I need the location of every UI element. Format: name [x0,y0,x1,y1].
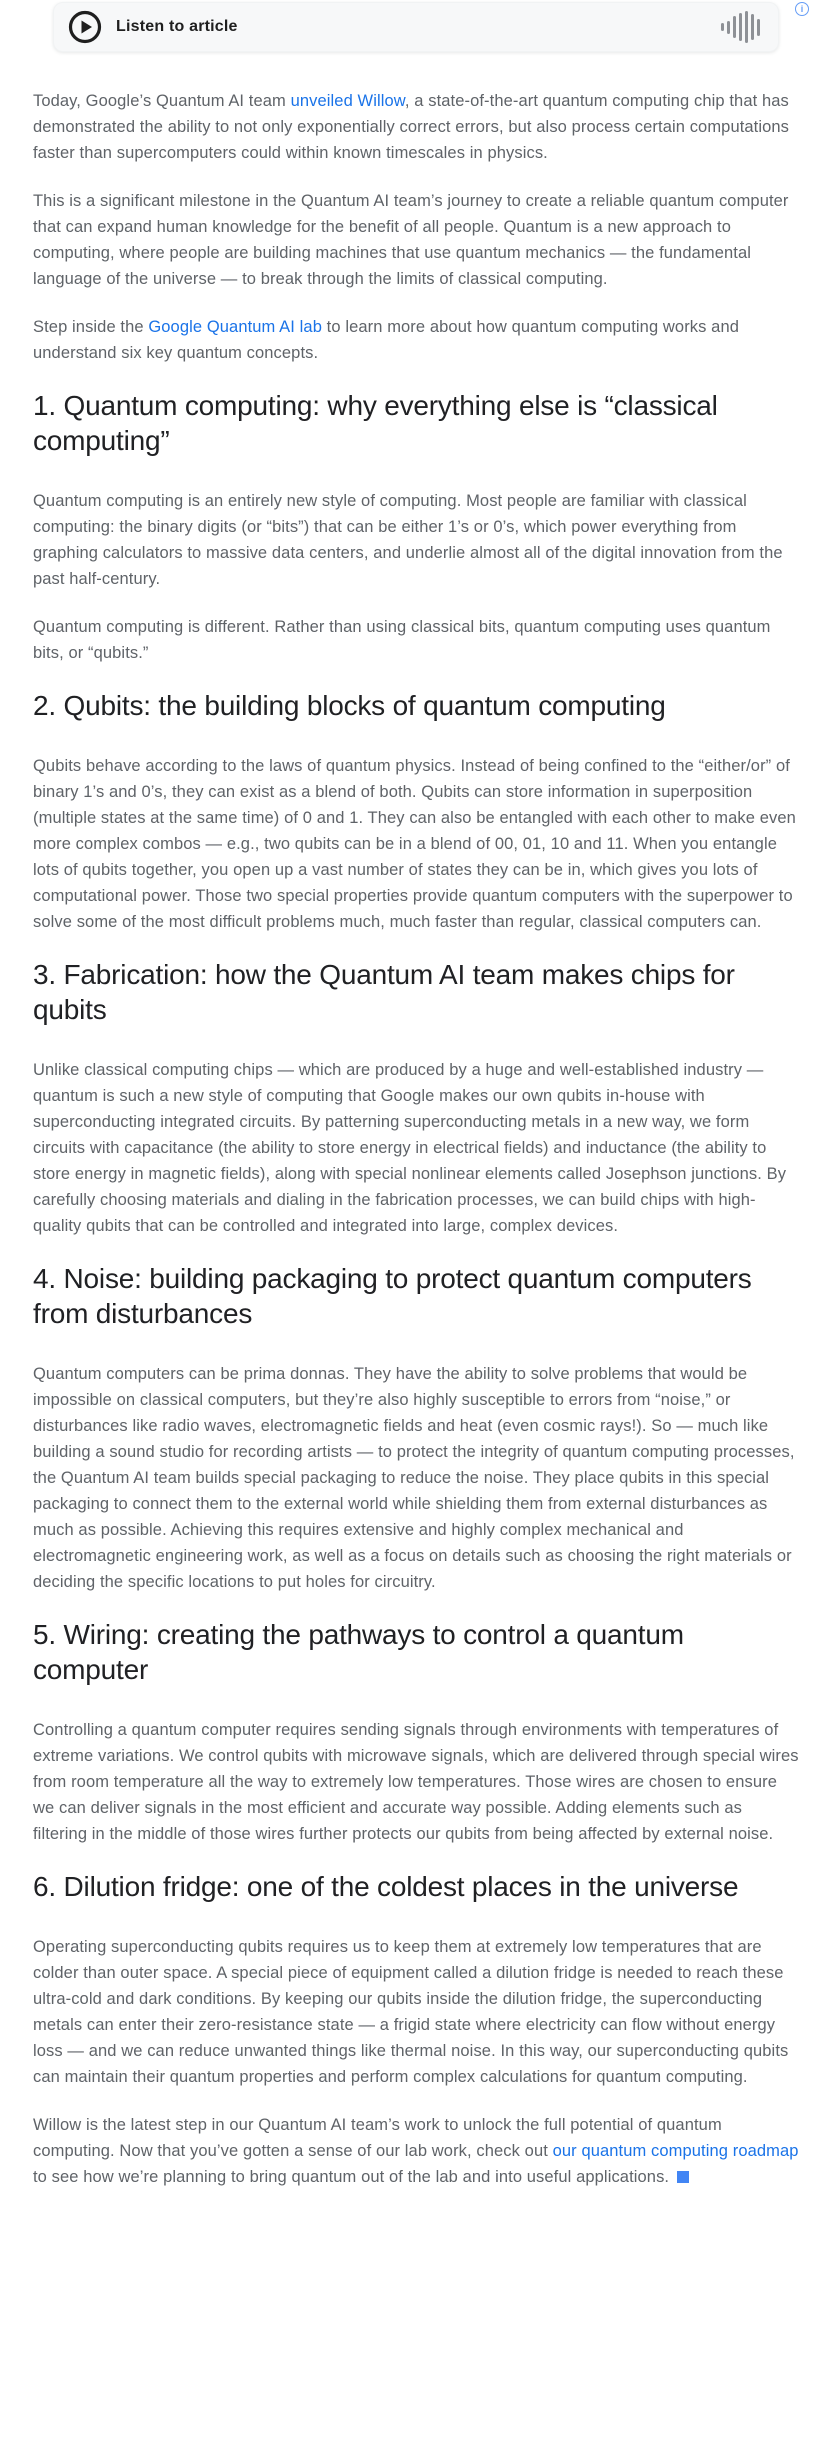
unveiled-willow-link[interactable]: unveiled Willow [290,92,405,110]
section-1-paragraph-1: Quantum computing is an entirely new style of computing. Most people are familiar with classical computing: the binary digits (or “bits”) that can be either 1’s or 0’s, which power everything from graphing calculators to massive data centers, and underlie almost all of the digital innovation from the past half-century. [33,492,783,588]
section-6-paragraph-1: Operating superconducting qubits requires us to keep them at extremely low temperatures that are colder than outer space. A special piece of equipment called a dilution fridge is needed to reach these ultra-cold and dark conditions. By keeping our qubits inside the dilution fridge, the superconducting metals can enter their zero-resistance state — a frigid state where electricity can flow without energy loss — and we can reduce unwanted things like thermal noise. In this way, our superconducting qubits can maintain their quantum properties and perform complex calculations for quantum computing. [33,1938,789,2086]
section-2-paragraph-1: Qubits behave according to the laws of quantum physics. Instead of being confined to the “either/or” of binary 1’s and 0’s, they can exist as a blend of both. Qubits can store information in superposition (multiple states at the same time) of 0 and 1. They can also be entangled with each other to make even more complex combos — e.g., two qubits can be in a blend of 00, 01, 10 and 11. When you entangle lots of qubits together, you open up a vast number of states they can be in, which gives you lots of computational power. Those two special properties provide quantum computers with the superpower to solve some of the most difficult problems much, much faster than regular, classical computers can. [33,757,796,931]
section-5-paragraph-1: Controlling a quantum computer requires sending signals through environments with temperatures of extreme variations. We control qubits with microwave signals, which are delivered through special wires from room temperature all the way to extremely low temperatures. Those wires are chosen to ensure we can deliver signals in the most efficient and accurate way possible. Adding elements such as filtering in the middle of those wires further protects our qubits from being affected by external noise. [33,1721,799,1843]
intro-p1-post: , a state-of-the-art quantum computing chip that has demonstrated the ability to not only exponentially correct errors, but also process certain computations faster than supercomputers could within known timescales in physics. [33,92,790,162]
quantum-ai-lab-link[interactable]: Google Quantum AI lab [148,318,322,336]
section-3-paragraph-1: Unlike classical computing chips — which are produced by a huge and well-established industry — quantum is such a new style of computing that Google makes our own qubits in-house with superconducting integrated circuits. By patterning superconducting metals in a new way, we form circuits with capacitance (the ability to store energy in electrical fields) and inductance (the ability to store energy in magnetic fields), along with special nonlinear elements called Josephson junctions. By carefully choosing materials and dialing in the fabrication processes, we can build chips with high-quality qubits that can be controlled and integrated into large, complex devices. [33,1061,787,1235]
section-5-wiring [33,1617,799,1847]
outro-paragraph [33,2112,799,2190]
section-3-fabrication [33,957,799,1239]
section-4-heading: 4. Noise: building packaging to protect quantum computers from disturbances [33,1263,752,1329]
section-6-dilution-fridge [33,1869,799,2090]
section-4-paragraph-1: Quantum computers can be prima donnas. They have the ability to solve problems that would be impossible on classical computers, but they’re also highly susceptible to errors from “noise,” or disturbances like radio waves, electromagnetic fields and heat (even cosmic rays!). So — much like building a sound studio for recording artists — to protect the integrity of quantum computing processes, the Quantum AI team builds special packaging to reduce the noise. They place qubits in this special packaging to connect them to the external world while shielding them from external disturbances as much as possible. Achieving this requires extensive and highly complex mechanical and electromagnetic engineering work, as well as a focus on details such as choosing the right materials or deciding the specific locations to put holes for circuitry. [33,1365,795,1591]
listen-to-article-player[interactable] [53,2,804,52]
intro-paragraph-1 [33,88,799,166]
section-5-heading: 5. Wiring: creating the pathways to control a quantum computer [33,1619,684,1685]
outro-post: to see how we’re planning to bring quantum out of the lab and into useful applications. [33,2168,670,2186]
section-2-qubits [33,688,799,935]
play-circle-icon [68,10,102,44]
play-button[interactable] [68,10,102,44]
intro-p3-pre: Step inside the [33,318,149,336]
outro-pre: Willow is the latest step in our Quantum AI team’s work to unlock the full potential of quantum computing. Now that you’ve gotten a sense of our lab work, check out [33,2116,722,2160]
intro-p3-post: to learn more about how quantum computing works and understand six key quantum concepts. [33,318,739,362]
intro-p1-pre: Today, Google’s Quantum AI team [33,92,291,110]
section-1-heading: 1. Quantum computing: why everything else is “classical computing” [33,390,718,456]
section-6-heading: 6. Dilution fridge: one of the coldest places in the universe [33,1871,739,1902]
listen-label: Listen to article [116,18,238,35]
quantum-roadmap-link[interactable]: our quantum computing roadmap [552,2142,799,2160]
intro-paragraph-2: This is a significant milestone in the Quantum AI team’s journey to create a reliable quantum computer that can expand human knowledge for the benefit of all people. Quantum is a new approach to computing, where people are building machines that use quantum mechanics — the fundamental language of the universe — to break through the limits of classical computing. [33,192,789,288]
audio-waveform-icon [721,10,760,44]
end-of-article-marker [677,2171,689,2183]
section-1-paragraph-2: Quantum computing is different. Rather than using classical bits, quantum computing uses quantum bits, or “qubits.” [33,618,771,662]
intro-paragraph-3 [33,314,799,366]
section-2-heading: 2. Qubits: the building blocks of quantum computing [33,690,666,721]
info-icon[interactable]: i [795,2,809,16]
article-body [33,88,799,2190]
section-1-quantum-computing [33,388,799,666]
section-4-noise [33,1261,799,1595]
section-3-heading: 3. Fabrication: how the Quantum AI team makes chips for qubits [33,959,735,1025]
